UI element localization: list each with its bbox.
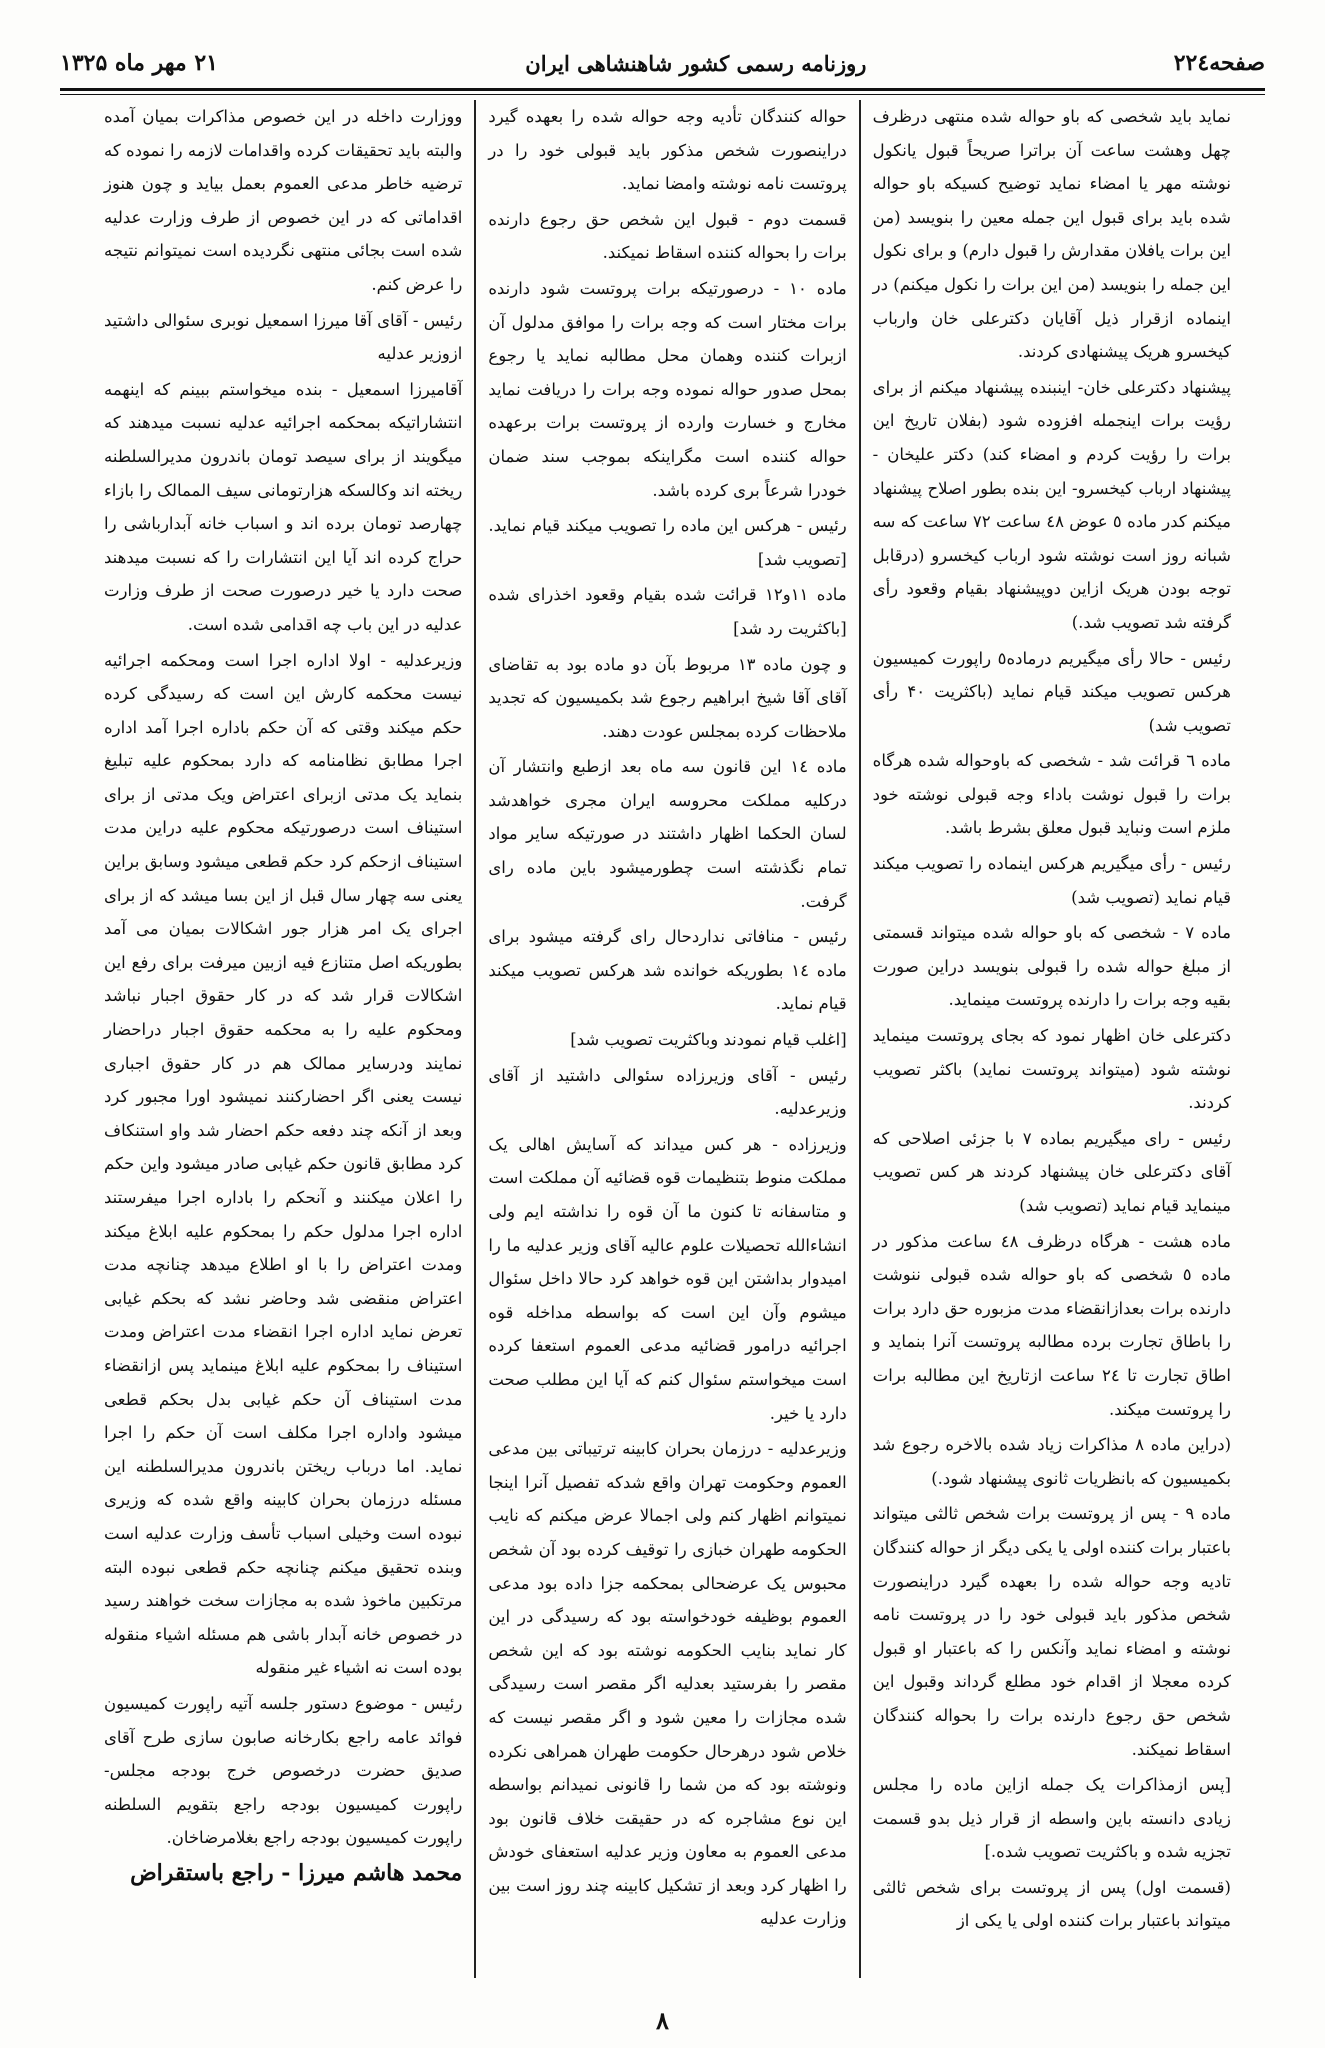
speech-paragraph: رئیس - هرکس این ماده را تصویب میکند قیام نماید. [تصویب شد] — [488, 516, 847, 569]
header-rule — [60, 88, 1265, 91]
speech-paragraph: رئیس - منافاتی نداردحال رای گرفته میشود برای ماده ۱٤ بطوریکه خوانده شد هرکس تصویب میکند قیام نماید. — [488, 927, 847, 1014]
page-header — [60, 38, 1265, 88]
text-paragraph: و چون ماده ۱۳ مربوط بآن دو ماده بود به تقاضای آقای آقا شیخ ابراهیم رجوع شد بکمیسیون که تجدید ملاحظات کرده بمجلس عودت دهند. — [488, 654, 847, 741]
text-paragraph: نماید باید شخصی که باو حواله شده منتهی درظرف چهل وهشت ساعت آن براترا صریحاً قبول یانکول نوشته مهر یا امضاء نماید توضیح کسیکه باو حواله شده باید برای قبول این جمله معین را بنویسد (من این برات یافلان مقدارش را قبول دارم) و برای نکول این جمله را بنویسد (من این برات را نکول میکنم) در اینماده ازقرار ذیل آقایان دکترعلی خان وارباب کیخسرو هریک پیشنهادی کردند. — [872, 107, 1231, 362]
text-paragraph: ماده ٦ قرائت شد - شخصی که باوحواله شده هرگاه برات را قبول نوشت باداء وجه قبولی نوشته خود ملزم است ونباید قبول معلق بشرط باشد. — [872, 751, 1231, 838]
page-number: ۸ — [656, 2006, 669, 2035]
text-paragraph: ماده ۱٤ این قانون سه ماه بعد ازطبع وانتشار آن درکلیه مملکت محروسه ایران مجری خواهدشد لسان الحکما اظهار داشتند در صورتیکه سایر مواد تمام نگذشته است چطورمیشود باین ماده رای گرفت. — [488, 757, 847, 911]
speech-paragraph: رئیس - رأی میگیریم هرکس اینماده را تصویب میکند قیام نماید (تصویب شد) — [872, 854, 1231, 907]
speech-paragraph: رئیس - آقای آقا میرزا اسمعیل نوبری سئوالی داشتید ازوزیر عدلیه — [104, 310, 463, 364]
text-paragraph: ماده ۱۱و۱۲ قرائت شده بقیام وقعود اخذرای شده [باکثریت رد شد] — [488, 585, 847, 638]
text-paragraph: قسمت دوم - قبول این شخص حق رجوع دارنده برات را بحواله کننده اسقاط نمیکند. — [488, 209, 847, 263]
text-paragraph: پیشنهاد دکترعلی خان- اینبنده پیشنهاد میکنم از برای رؤیت برات اینجمله افزوده شود (بفلان تاریخ این برات را رؤیت کردم و امضاء کند) دکتر علیخان - پیشنهاد ارباب کیخسرو- این بنده بطور اصلاح پیشنهاد میکنم کدر ماده ٥ عوض ٤٨ ساعت ۷۲ ساعت که سه شبانه روز است نوشته شود ارباب کیخسرو (درقابل توجه بودن هریک ازاین دوپیشنهاد بقیام وقعود رأی گرفته شد تصویب شد.) — [872, 377, 1232, 632]
publication-title: روزنامه رسمی کشور شاهنشاهی ایران — [525, 50, 867, 76]
column-right — [861, 100, 1243, 1978]
speech-paragraph: رئیس - آقای وزیرزاده سئوالی داشتید از آقای وزیرعدلیه. — [488, 1065, 847, 1119]
text-paragraph: ماده ۷ - شخصی که باو حواله شده میتواند قسمتی از مبلغ حواله شده را قبولی بنویسد دراین صورت بقیه وجه برات را دارنده پروتست مینماید. — [872, 923, 1231, 1010]
text-paragraph: دکترعلی خان اظهار نمود که بجای پروتست مینماید نوشته شود (میتواند پروتست نماید) باکثر تصویب کردند. — [872, 1026, 1231, 1113]
text-paragraph: [پس ازمذاکرات یک جمله ازاین ماده را مجلس زیادی دانسته باین واسطه از قرار ذیل بدو قسمت تجزیه شده و باکثریت تصویب شده.] — [872, 1775, 1231, 1862]
header-rule-thin — [60, 94, 1265, 95]
text-paragraph: حواله کنندگان تأدیه وجه حواله شده را بعهده گیرد دراینصورت شخص مذکور باید قبولی خود را در پروتست نامه نوشته وامضا نماید. — [488, 107, 847, 194]
speech-paragraph: رئیس - رای میگیریم بماده ۷ با جزئی اصلاحی که آقای دکترعلی خان پیشنهاد کردند هر کس تصویب مینماید قیام نماید (تصویب شد) — [872, 1128, 1231, 1215]
page-label: صفحه۲۲٤ — [1173, 50, 1265, 76]
issue-date: ۲۱ مهر ماه ۱۳۲۵ — [60, 50, 218, 76]
column-left — [92, 100, 476, 1978]
speech-paragraph: وزیرعدلیه - اولا اداره اجرا است ومحکمه اجرائیه نیست محکمه کارش این است که رسیدگی کرده حکم میکند وقتی که آن حکم باداره اجرا آمد اداره اجرا مطابق نظامنامه که دارد بمحکوم علیه تبلیغ بنماید یک مدتی ازبرای اعتراض ویک مدتی از برای استیناف است درصورتیکه محکوم علیه دراین مدت استیناف ازحکم کرد حکم قطعی میشود وسابق براین یعنی سه چهار سال قبل از این بسا میشد که از برای اجرای یک امر هزار جور اشکالات بمیان می آمد بطوریکه اصل متنازع فیه ازبین میرفت برای رفع این اشکالات قرار شد که در کار حقوق اجبار نباشد ومحکوم علیه را به محکمه حقوق اجبار دراحضار نمایند ودرسایر ممالک هم در کار حقوق اجباری نیست یعنی اگر احضارکنند نمیشود اورا مجبور کرد وبعد از آنکه چند دفعه حکم احضار شد واو استنکاف کرد مطابق قانون حکم غیابی صادر میشود واین حکم را اعلان میکنند و آنحکم را باداره اجرا میفرستند اداره اجرا مدلول حکم را بمحکوم علیه ابلاغ میکند ومدت اعتراض را با او اطلاع میدهد چنانچه مدت اعتراض منقضی شد وحاضر نشد که بحکم غیابی تعرض نماید اداره اجرا انقضاء مدت اعتراض ومدت استیناف را بمحکوم علیه ابلاغ مینماید پس ازانقضاء مدت استیناف آن حکم غیابی بدل بحکم قطعی میشود واداره اجرا مکلف است آن حکم را اجرا نماید. اما درباب ریختن باندرون مدیرالسلطنه این مسئله درزمان بحران کابینه واقع شده که وزیری نبوده است وخیلی اسباب تأسف وزارت عدلیه است وبنده تحقیق میکنم چنانچه حکم قطعی نبوده البته مرتکبین ماخوذ شده به مجازات سخت خواهند رسید در خصوص خانه آبدار باشی هم مسئله اشیاء منقوله بوده است نه اشیاء غیر منقوله — [104, 650, 463, 1678]
text-columns — [92, 100, 1243, 1978]
speech-paragraph: رئیس - حالا رأی میگیریم درماده٥ راپورت کمیسیون هرکس تصویب میکند قیام نماید (باکثریت ۴۰ رأی تصویب شد) — [872, 648, 1231, 735]
speech-paragraph: وزیرعدلیه - درزمان بحران کابینه ترتیباتی بین مدعی العموم وحکومت تهران واقع شدکه تفصیل آنرا اینجا نمیتوانم اظهار کنم ولی اجمالا عرض میکنم که نایب الحکومه طهران خبازی را توقیف کرده بود آن شخص محبوس یک عرضحالی بمحکمه جزا داده بود مدعی العموم بوظیفه خودخواسته بود که رسیدگی در این کار نماید بنایب الحکومه نوشته بود که این شخص مقصر را بفرستید بعدلیه اگر مقصر است رسیدگی شده مجازات را معین شود و اگر مقصر نیست که خلاص شود درهرحال حکومت طهران همراهی نکرده ونوشته بود که من شما را قانونی نمیدانم بواسطه این نوع مشاجره که در حقیقت خلاف قانون بود مدعی العموم به معاون وزیر عدلیه استعفای خودش را اظهار کرد وبعد از تشکیل کابینه چند روز است بین وزارت عدلیه — [488, 1439, 847, 1929]
speech-paragraph: رئیس - موضوع دستور جلسه آتیه راپورت کمیسیون فوائد عامه راجع بکارخانه صابون سازی طرح آقای صدیق حضرت درخصوص خرج بودجه مجلس- راپورت کمیسیون بودجه راجع بتقویم السلطنه راپورت کمیسیون بودجه راجع بغلامرضاخان. — [104, 1693, 463, 1848]
text-paragraph: [اغلب قیام نمودند وباکثریت تصویب شد] — [570, 1030, 847, 1050]
speaker-heading: محمد هاشم میرزا - راجع باستقراض — [130, 1859, 463, 1886]
speech-paragraph: وزیرزاده - هر کس میداند که آسایش اهالی یک مملکت منوط بتنظیمات قوه قضائیه آن مملکت است و متاسفانه تا کنون ما آن قوه را نداشته ایم ولی انشاءالله تحصیلات علوم عالیه آقای وزیر عدلیه ما را امیدوار بداشتن این قوه خواهد کرد حالا داخل سئوال میشوم وآن این است که بواسطه مداخله قوه اجرائیه درامور قضائیه مدعی العموم استعفا کرده است میخواستم سئوال کنم که آیا این مطلب صحت دارد یا خیر. — [488, 1134, 847, 1423]
column-middle — [476, 100, 860, 1978]
text-paragraph: ماده ۱۰ - درصورتیکه برات پروتست شود دارنده برات مختار است که وجه برات را موافق مدلول آن ازبرات کننده وهمان محل مطالبه نماید یا رجوع بمحل صدور حواله نموده وجه برات را دریافت نماید مخارج و خسارت وارده از پروتست برات برعهده حواله کننده است مگراینکه بموجب سند ضمان خودرا شرعاً بری کرده باشد. — [488, 278, 847, 500]
text-paragraph: (دراین ماده ۸ مذاکرات زیاد شده بالاخره رجوع شد بکمیسیون که بانظریات ثانوی پیشنهاد شود.) — [872, 1435, 1232, 1488]
text-paragraph: (قسمت اول) پس از پروتست برای شخص ثالثی میتواند باعتبار برات کننده اولی یا یکی از — [872, 1877, 1231, 1931]
text-paragraph: ماده هشت - هرگاه درظرف ٤٨ ساعت مذکور در ماده ٥ شخصی که باو حواله شده قبولی ننوشت دارنده برات بعدازانقضاء مدت مزبوره حق دارد برات را باطاق تجارت برده مطالبه پروتست آنرا بنماید و اطاق تجارت تا ۲٤ ساعت ازتاریخ این مطالبه برات را پروتست میکند. — [872, 1231, 1232, 1419]
text-paragraph: ماده ۹ - پس از پروتست برات شخص ثالثی میتواند باعتبار برات کننده اولی یا یکی دیگر از حواله کنندگان تادیه وجه حواله شده را بعهده گیرد دراینصورت شخص مذکور باید قبولی خود را در پروتست نامه نوشته و امضاء نماید وآنکس را که باعتبار او قبول کرده معجلا از اقدام خود مطلع گرداند وقبول این شخص حق رجوع دارنده برات را بحواله کنندگان اسقاط نمیکند. — [872, 1504, 1232, 1759]
speech-paragraph: آقامیرزا اسمعیل - بنده میخواستم ببینم که اینهمه انتشاراتیکه بمحکمه اجرائیه عدلیه نسبت میدهند که میگویند از برای سیصد تومان باندرون مدیرالسلطنه ریخته اند وکالسکه هزارتومانی سیف الممالک را بازاء چهارصد تومان برده اند و اسباب خانه آبدارباشی را حراج کرده اند آیا این انتشارات را که نسبت میدهند صحت دارد یا خیر درصورت صحت از طرف وزارت عدلیه در این باب چه اقدامی شده است. — [104, 379, 463, 634]
text-paragraph: ووزارت داخله در این خصوص مذاکرات بمیان آمده والبته باید تحقیقات کرده واقدامات لازمه را نموده که ترضیه خاطر مدعی العموم بعمل بیاید و چون هنوز اقداماتی که در این خصوص از طرف وزارت عدلیه شده است بجائی منتهی نگردیده است نمیتوانم نتیجه را عرض کنم. — [104, 107, 463, 294]
